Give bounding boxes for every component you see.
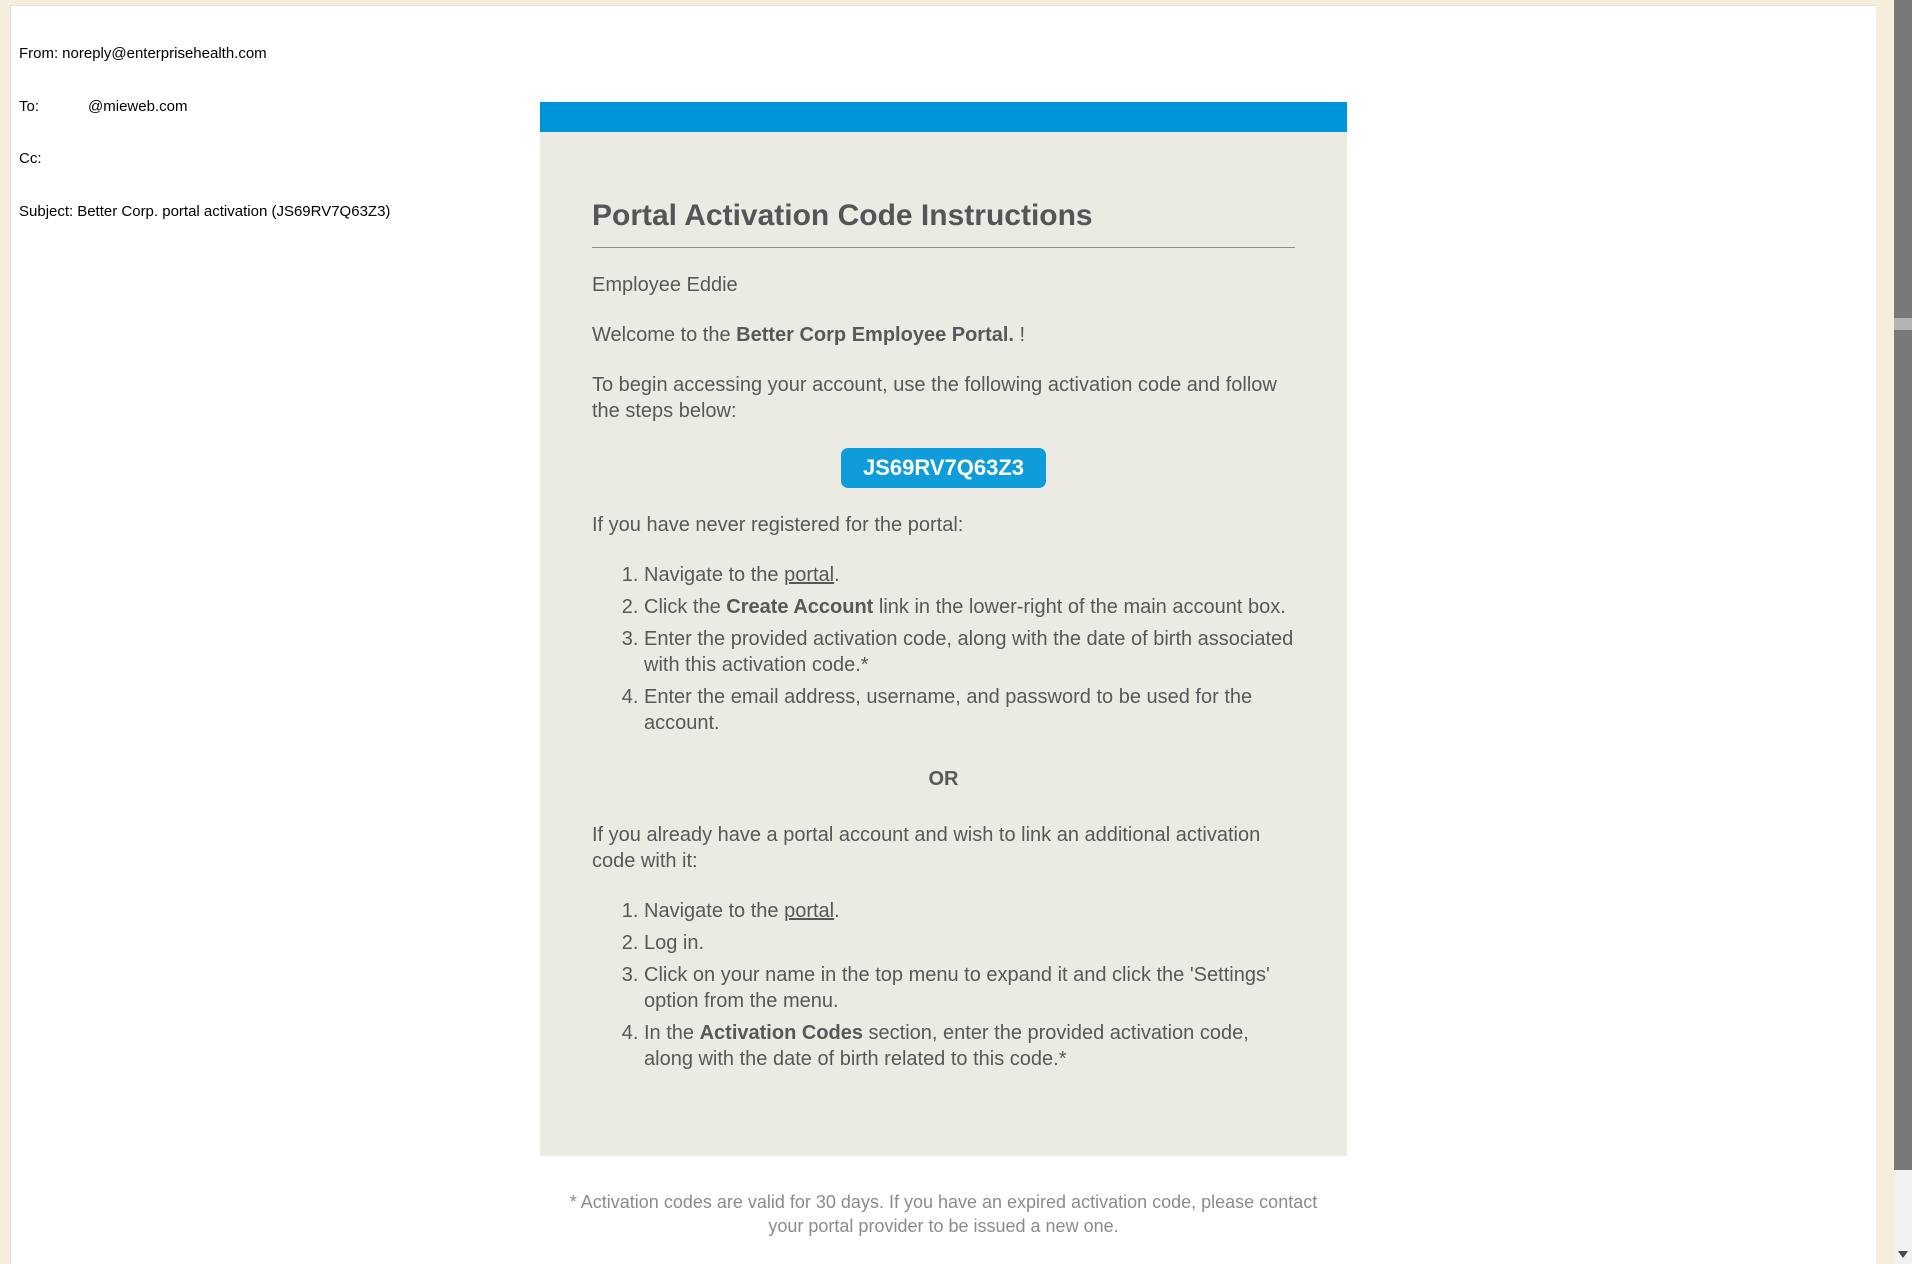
list-item [644, 1020, 1295, 1072]
email-meta-headers [19, 10, 390, 255]
list-item [644, 962, 1295, 1014]
welcome-prefix: Welcome to the [592, 324, 737, 346]
step-text: In the [644, 1022, 700, 1044]
registration-steps-list [592, 562, 1295, 736]
to-value: @mieweb.com [88, 97, 188, 115]
step-text: link in the lower-right of the main account box. [873, 596, 1286, 618]
list-item [644, 594, 1295, 620]
to-line [19, 98, 390, 116]
activation-codes-emphasis: Activation Codes [699, 1022, 863, 1044]
list-item [644, 626, 1295, 678]
email-card [540, 102, 1347, 1156]
list-item [644, 898, 1295, 924]
scroll-down-button[interactable] [1894, 1248, 1912, 1260]
list-item [644, 684, 1295, 736]
email-header-bar [540, 102, 1347, 132]
or-divider: OR [928, 768, 959, 790]
step-text: Click the [644, 596, 727, 618]
portal-link[interactable]: portal [784, 564, 835, 586]
email-viewer-page [10, 5, 1876, 1264]
list-item [644, 930, 1295, 956]
email-title: Portal Activation Code Instructions [592, 132, 1295, 248]
section1-heading: If you have never registered for the portal: [592, 514, 964, 536]
section2-heading: If you already have a portal account and wish to link an additional activation code with it: [592, 824, 1261, 872]
list-item [644, 562, 1295, 588]
step-text: Click on your name in the top menu to expand it and click the 'Settings' option from the menu. [644, 964, 1270, 1012]
activation-code-wrap [592, 448, 1295, 488]
welcome-suffix: ! [1013, 324, 1026, 346]
email-body [540, 132, 1347, 1156]
subject-line [19, 203, 390, 221]
step-text: section, enter the provided activation code, along with the date of birth related to this code.* [644, 1022, 1249, 1070]
step-text: Enter the email address, username, and password to be used for the account. [644, 686, 1253, 734]
to-label: To: [19, 97, 40, 115]
welcome-line [592, 322, 1295, 348]
step-text: Navigate to the [644, 900, 785, 922]
chevron-down-icon [1898, 1251, 1908, 1258]
intro-paragraph: To begin accessing your account, use the following activation code and follow the steps below: [592, 374, 1277, 422]
step-text: Log in. [644, 932, 705, 954]
subject-value: Better Corp. portal activation (JS69RV7Q63Z3) [77, 202, 391, 220]
subject-label: Subject: [19, 202, 74, 220]
step-text: . [834, 900, 840, 922]
step-text: Enter the provided activation code, along with the date of birth associated with this activation code.* [644, 628, 1294, 676]
step-text: Navigate to the [644, 564, 785, 586]
portal-link[interactable]: portal [784, 900, 835, 922]
scrollbar-track[interactable] [1894, 0, 1912, 1170]
from-label: From: [19, 45, 59, 62]
scrollbar-thumb[interactable] [1894, 318, 1912, 330]
validity-footnote: * Activation codes are valid for 30 days. If you have an expired activation code, please contact your portal provider to be issued a new one. [569, 1192, 1318, 1236]
welcome-portal-name: Better Corp Employee Portal. [736, 324, 1014, 346]
cc-label: Cc: [19, 150, 42, 167]
greeting: Employee Eddie [592, 274, 738, 296]
step-text: . [834, 564, 840, 586]
activation-code-badge: JS69RV7Q63Z3 [841, 448, 1046, 488]
from-line [19, 45, 390, 63]
from-value: noreply@enterprisehealth.com [62, 45, 267, 62]
link-code-steps-list [592, 898, 1295, 1072]
vertical-scrollbar[interactable] [1894, 0, 1912, 1264]
cc-line [19, 150, 390, 168]
create-account-emphasis: Create Account [726, 596, 874, 618]
